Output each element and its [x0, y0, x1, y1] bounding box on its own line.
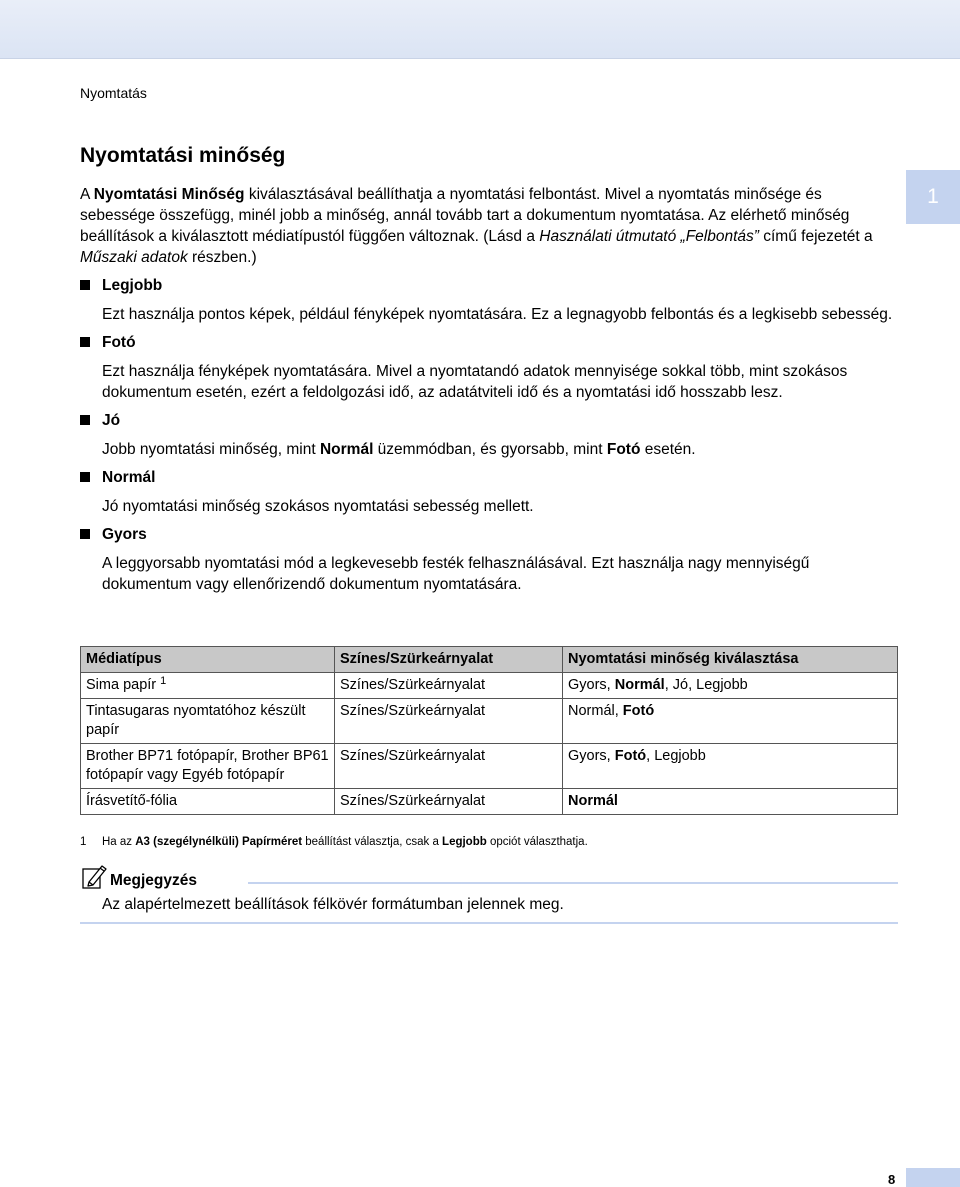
table-header-cell: Nyomtatási minőség kiválasztása	[563, 647, 898, 673]
media-cell: Tintasugaras nyomtatóhoz készült papír	[81, 699, 335, 744]
mode-cell: Színes/Szürkeárnyalat	[335, 789, 563, 815]
square-bullet-icon	[80, 415, 90, 425]
square-bullet-icon	[80, 337, 90, 347]
note-text: Az alapértelmezett beállítások félkövér formátumban jelennek meg.	[102, 896, 564, 913]
media-cell: Brother BP71 fotópapír, Brother BP61 fotópapír vagy Egyéb fotópapír	[81, 744, 335, 789]
note-pencil-icon	[80, 862, 108, 890]
page-tab	[906, 1168, 960, 1187]
media-cell: Sima papír $^1$	[81, 673, 335, 699]
option-description: Ezt használja fényképek nyomtatására. Mivel a nyomtatandó adatok mennyisége sokkal több, mint szokásos dokumentum esetén, ezért a feldolgozási idő, az adatátviteli idő és a nyomtatási idő hosszabb lesz.	[102, 363, 848, 401]
footnote-mark: 1	[80, 836, 87, 848]
intro-paragraph: A Nyomtatási Minőség kiválasztásával beállíthatja a nyomtatási felbontást. Mivel a nyomtatás minősége és sebessége összefügg, minél jobb a minőség, annál tovább tart a dokumentum nyomtatása. Az elérhető minőség beállítások a kiválasztott médiatípustól függően változnak. (Lásd a Használati útmutató „Felbontás” című fejezetét a Műszaki adatok részben.)	[80, 186, 873, 266]
option-description: Ezt használja pontos képek, például fényképek nyomtatására. Ez a legnagyobb felbontás és a legkisebb sebesség.	[102, 306, 893, 323]
option-label: Legjobb	[102, 276, 163, 294]
option-description: Jó nyomtatási minőség szokásos nyomtatási sebesség mellett.	[102, 498, 534, 515]
option-description: A leggyorsabb nyomtatási mód a legkevesebb festék felhasználásával. Ezt használja nagy mennyiségű dokumentum vagy ellenőrizendő dokumentum nyomtatására.	[102, 555, 810, 593]
mode-cell: Színes/Szürkeárnyalat	[335, 673, 563, 699]
option-legjobb	[80, 274, 900, 325]
note-box	[80, 862, 898, 924]
footnote-text: Ha az A3 (szegélynélküli) Papírméret beállítást választja, csak a Legjobb opciót választhatja.	[102, 836, 588, 848]
option-jo	[80, 409, 900, 460]
chapter-tab: 1	[906, 170, 960, 224]
option-label: Normál	[102, 468, 156, 486]
page-number: 8	[888, 1172, 896, 1187]
note-divider	[80, 922, 898, 924]
option-normal	[80, 466, 900, 517]
quality-cell: Gyors, Normál, Jó, Legjobb	[563, 673, 898, 699]
media-quality-table	[80, 646, 898, 815]
mode-cell: Színes/Szürkeárnyalat	[335, 744, 563, 789]
table-row	[81, 673, 898, 699]
mode-cell: Színes/Szürkeárnyalat	[335, 699, 563, 744]
top-header-band	[0, 0, 960, 59]
square-bullet-icon	[80, 472, 90, 482]
square-bullet-icon	[80, 280, 90, 290]
note-divider	[248, 882, 898, 884]
section-body	[80, 184, 900, 595]
quality-cell: Normál	[563, 789, 898, 815]
running-header: Nyomtatás	[80, 85, 147, 101]
quality-cell: Normál, Fotó	[563, 699, 898, 744]
note-title: Megjegyzés	[110, 872, 198, 889]
media-cell: Írásvetítő-fólia	[81, 789, 335, 815]
table-header-row	[81, 647, 898, 673]
quality-cell: Gyors, Fotó, Legjobb	[563, 744, 898, 789]
option-label: Gyors	[102, 525, 147, 543]
footnote	[80, 836, 588, 848]
table-row	[81, 789, 898, 815]
option-gyors	[80, 523, 900, 595]
table-row	[81, 744, 898, 789]
footnote-ref: 1	[160, 675, 167, 687]
table-header-cell: Médiatípus	[81, 647, 335, 673]
table-row	[81, 699, 898, 744]
square-bullet-icon	[80, 529, 90, 539]
table-header-cell: Színes/Szürkeárnyalat	[335, 647, 563, 673]
option-label: Jó	[102, 411, 121, 429]
section-title: Nyomtatási minőség	[80, 144, 286, 167]
option-label: Fotó	[102, 333, 136, 351]
option-foto	[80, 331, 900, 403]
option-description: Jobb nyomtatási minőség, mint Normál üzemmódban, és gyorsabb, mint Fotó esetén.	[102, 441, 696, 458]
